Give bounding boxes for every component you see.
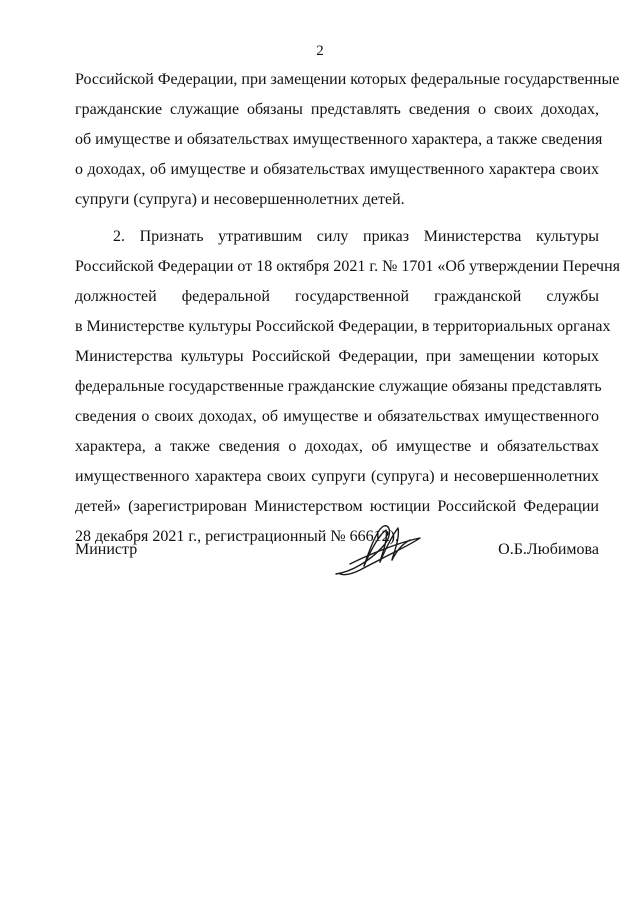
handwritten-signature-icon — [330, 514, 425, 584]
signatory-title: Министр — [75, 541, 138, 558]
paragraph-line: федеральные государственные гражданские служащие обязаны представлять — [75, 378, 602, 395]
paragraph-line: супруги (супруга) и несовершеннолетних детей. — [75, 191, 405, 208]
paragraph-line: 28 декабря 2021 г., регистрационный № 66612). — [75, 528, 399, 545]
signatory-name: О.Б.Любимова — [498, 541, 599, 558]
document-body — [75, 65, 620, 552]
paragraph-line: гражданские служащие обязаны представлять сведения о своих доходах, — [75, 101, 599, 118]
paragraph-line: об имуществе и обязательствах имущественного характера, а также сведения — [75, 131, 603, 148]
paragraph-line: должностей федеральной государственной гражданской службы — [75, 288, 599, 305]
paragraph-line: о доходах, об имуществе и обязательствах имущественного характера своих — [75, 161, 599, 178]
paragraph-line: Министерства культуры Российской Федерации, при замещении которых — [75, 348, 599, 365]
paragraph-line: Российской Федерации от 18 октября 2021 г. № 1701 «Об утверждении Перечня — [75, 258, 620, 275]
paragraph-line: в Министерстве культуры Российской Федерации, в территориальных органах — [75, 318, 611, 335]
paragraph-line: детей» (зарегистрирован Министерством юстиции Российской Федерации — [75, 498, 599, 515]
page-number: 2 — [316, 43, 324, 59]
paragraph-2 — [75, 222, 620, 552]
signature-block — [75, 536, 599, 576]
paragraph-1 — [75, 65, 620, 215]
paragraph-line: имущественного характера своих супруги (супруга) и несовершеннолетних — [75, 468, 599, 485]
paragraph-line: Российской Федерации, при замещении которых федеральные государственные — [75, 71, 620, 88]
paragraph-line: сведения о своих доходах, об имуществе и обязательствах имущественного — [75, 408, 599, 425]
paragraph-line: характера, а также сведения о доходах, об имуществе и обязательствах — [75, 438, 599, 455]
paragraph-line: 2. Признать утратившим силу приказ Министерства культуры — [113, 228, 599, 245]
